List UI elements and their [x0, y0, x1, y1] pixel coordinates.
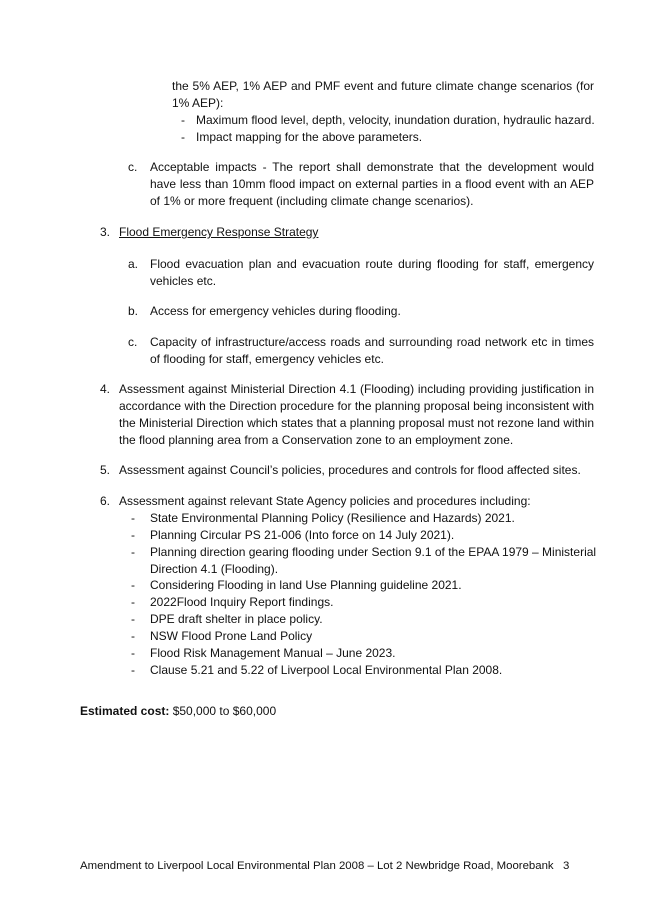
list-item-text: Planning Circular PS 21-006 (Into force on 14 July 2021).: [150, 528, 455, 542]
dash-marker: -: [131, 663, 135, 677]
section-text: Assessment against Council’s policies, procedures and controls for flood affected sites.: [119, 463, 581, 477]
item-text: Capacity of infrastructure/access roads and surrounding road network etc in times of flooding for staff, emergency vehicles etc.: [150, 335, 594, 366]
dash-marker: -: [131, 545, 135, 559]
section-text: Assessment against Ministerial Direction 4.1 (Flooding) including providing justification in accordance with the Direction procedure for the planning proposal being inconsistent with the Ministerial Direction which states that a planning proposal must not rezone land within the flood planning area from a Conservation zone to an employment zone.: [119, 382, 594, 447]
page-number: 3: [563, 860, 570, 872]
list-item-text: DPE draft shelter in place policy.: [150, 612, 323, 626]
list-item-text: Flood Risk Management Manual – June 2023.: [150, 646, 396, 660]
dash-marker: -: [181, 113, 185, 127]
section-number: 4.: [100, 382, 111, 396]
list-item-text: 2022Flood Inquiry Report findings.: [150, 595, 334, 609]
item-marker: c.: [128, 335, 138, 349]
list-item-text: State Environmental Planning Policy (Resilience and Hazards) 2021.: [150, 511, 515, 525]
list-item-text: NSW Flood Prone Land Policy: [150, 629, 313, 643]
dash-marker: -: [131, 511, 135, 525]
section-number: 3.: [100, 225, 111, 239]
list-item-text: Planning direction gearing flooding under Section 9.1 of the EPAA 1979 – Ministerial Direction 4.1 (Flooding).: [150, 545, 597, 576]
section-number: 5.: [100, 463, 111, 477]
item-marker: a.: [128, 257, 139, 271]
estimated-cost-label: Estimated cost:: [80, 704, 170, 718]
section-text: Assessment against relevant State Agency policies and procedures including:: [119, 494, 531, 508]
list-item-text: Considering Flooding in land Use Planning guideline 2021.: [150, 578, 462, 592]
list-item-text: Clause 5.21 and 5.22 of Liverpool Local Environmental Plan 2008.: [150, 663, 503, 677]
dash-marker: -: [181, 130, 185, 144]
item-text: Acceptable impacts - The report shall demonstrate that the development would have less than 10mm flood impact on external parties in a flood event with an AEP of 1% or more frequent (including climate change scenarios).: [150, 160, 594, 208]
dash-marker: -: [131, 629, 135, 643]
continuation-paragraph: the 5% AEP, 1% AEP and PMF event and future climate change scenarios (for 1% AEP):: [172, 79, 594, 110]
list-item-text: Maximum flood level, depth, velocity, inundation duration, hydraulic hazard.: [196, 113, 595, 127]
item-marker: b.: [128, 304, 139, 318]
item-text: Flood evacuation plan and evacuation route during flooding for staff, emergency vehicles etc.: [150, 257, 594, 288]
estimated-cost-value: $50,000 to $60,000: [169, 704, 277, 718]
dash-marker: -: [131, 528, 135, 542]
dash-marker: -: [131, 646, 135, 660]
item-marker: c.: [128, 160, 138, 174]
section-number: 6.: [100, 494, 111, 508]
estimated-cost: [80, 703, 276, 720]
dash-marker: -: [131, 578, 135, 592]
section-heading: Flood Emergency Response Strategy: [119, 225, 319, 239]
dash-marker: -: [131, 612, 135, 626]
item-text: Access for emergency vehicles during flooding.: [150, 304, 401, 318]
list-item-text: Impact mapping for the above parameters.: [196, 130, 423, 144]
footer-title: Amendment to Liverpool Local Environmental Plan 2008 – Lot 2 Newbridge Road, Moorebank: [80, 860, 554, 872]
dash-marker: -: [131, 595, 135, 609]
